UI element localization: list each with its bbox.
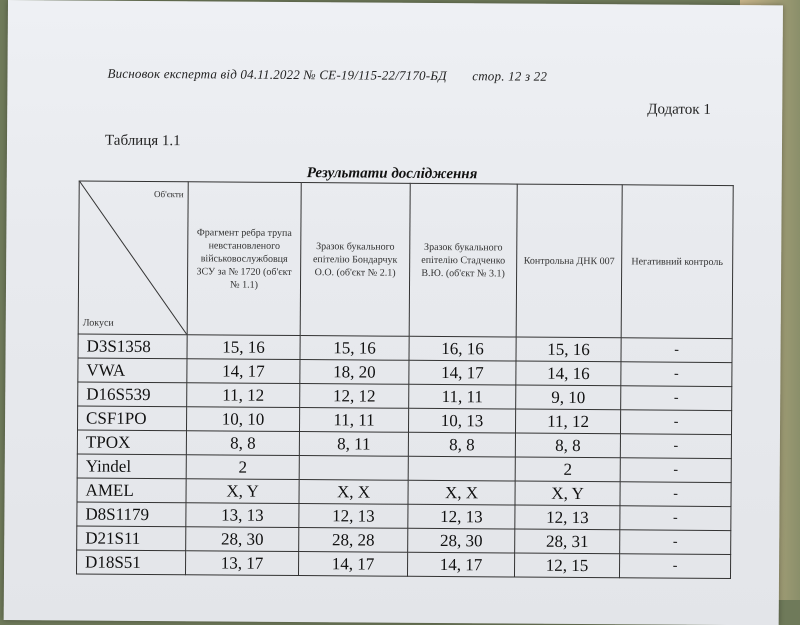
table-title: Результати дослідження — [306, 165, 478, 183]
value-cell: 12, 13 — [408, 504, 515, 529]
value-cell: 8, 8 — [186, 431, 299, 456]
value-cell: X, Y — [515, 481, 620, 506]
negative-control-cell: - — [621, 338, 732, 363]
table-row — [76, 550, 730, 579]
document-header — [107, 66, 547, 85]
column-header: Зразок букального епітелію Бондарчук О.О. (об'єкт № 2.1) — [300, 183, 410, 337]
page-number: стор. 12 з 22 — [472, 68, 548, 84]
value-cell: 15, 16 — [516, 337, 621, 362]
column-header: Контрольна ДНК 007 — [516, 184, 622, 338]
value-cell: 14, 17 — [407, 552, 514, 577]
value-cell: 8, 8 — [408, 432, 515, 457]
expert-conclusion-title: Висновок експерта від 04.11.2022 № СЕ-19/115-22/7170-БД — [107, 65, 447, 84]
value-cell: 28, 31 — [515, 529, 620, 554]
corner-objects-label: Об'єкти — [154, 189, 184, 200]
negative-control-cell: - — [620, 458, 731, 483]
corner-loci-label: Локуси — [82, 317, 114, 329]
value-cell: 12, 15 — [514, 553, 619, 578]
value-cell: 14, 16 — [516, 361, 621, 386]
value-cell: 2 — [515, 457, 620, 482]
annex-label: Додаток 1 — [647, 101, 711, 118]
value-cell: 28, 30 — [186, 527, 299, 552]
value-cell: 11, 12 — [515, 409, 620, 434]
negative-control-cell: - — [620, 530, 731, 555]
column-header: Негативний контроль — [621, 185, 733, 339]
table-corner-cell — [78, 181, 188, 335]
value-cell: 15, 16 — [187, 335, 300, 360]
value-cell: 28, 30 — [408, 528, 515, 553]
value-cell: 16, 16 — [409, 336, 516, 361]
value-cell: 14, 17 — [409, 360, 516, 385]
value-cell: 12, 13 — [299, 504, 408, 529]
value-cell: 18, 20 — [300, 360, 409, 385]
locus-cell: D8S1179 — [77, 502, 186, 527]
locus-cell: AMEL — [77, 478, 186, 503]
value-cell: 13, 17 — [185, 551, 298, 576]
corner-diagonal — [79, 182, 188, 335]
value-cell — [408, 456, 515, 481]
value-cell: 8, 8 — [515, 433, 620, 458]
column-header: Фрагмент ребра трупа невстановленого військовослужбовця ЗСУ за № 1720 (об'єкт № 1.1) — [187, 182, 301, 336]
value-cell: 11, 11 — [299, 408, 408, 433]
negative-control-cell: - — [620, 410, 731, 435]
value-cell: 11, 11 — [409, 384, 516, 409]
value-cell: 12, 13 — [515, 505, 620, 530]
locus-cell: VWA — [78, 358, 187, 383]
negative-control-cell: - — [621, 362, 732, 387]
table-label: Таблиця 1.1 — [104, 132, 181, 150]
value-cell: 15, 16 — [300, 336, 409, 361]
negative-control-cell: - — [620, 434, 731, 459]
negative-control-cell: - — [620, 506, 731, 531]
results-table — [76, 180, 734, 579]
value-cell: 12, 12 — [300, 384, 409, 409]
locus-cell: TPOX — [77, 430, 186, 455]
value-cell: 2 — [186, 455, 299, 480]
value-cell: X, X — [299, 480, 408, 505]
locus-cell: Yindel — [77, 454, 186, 479]
locus-cell: D21S11 — [77, 526, 186, 551]
value-cell: 10, 13 — [408, 408, 515, 433]
value-cell: 9, 10 — [516, 385, 621, 410]
locus-cell: D16S539 — [78, 382, 187, 407]
negative-control-cell: - — [621, 386, 732, 411]
value-cell: 11, 12 — [187, 383, 300, 408]
value-cell: 8, 11 — [299, 432, 408, 457]
value-cell: 28, 28 — [299, 528, 408, 553]
value-cell: X, Y — [186, 479, 299, 504]
locus-cell: CSF1PO — [77, 406, 186, 431]
value-cell: 14, 17 — [298, 552, 407, 577]
document-page — [4, 0, 783, 625]
column-header: Зразок букального епітелію Стадченко В.Ю. (об'єкт № 3.1) — [409, 183, 517, 337]
negative-control-cell: - — [619, 554, 730, 579]
value-cell: 10, 10 — [186, 407, 299, 432]
value-cell: 14, 17 — [187, 359, 300, 384]
table-header-row — [78, 181, 733, 339]
negative-control-cell: - — [620, 482, 731, 507]
value-cell: 13, 13 — [186, 503, 299, 528]
value-cell — [299, 456, 408, 481]
locus-cell: D18S51 — [76, 550, 185, 575]
locus-cell: D3S1358 — [78, 334, 187, 359]
value-cell: X, X — [408, 480, 515, 505]
